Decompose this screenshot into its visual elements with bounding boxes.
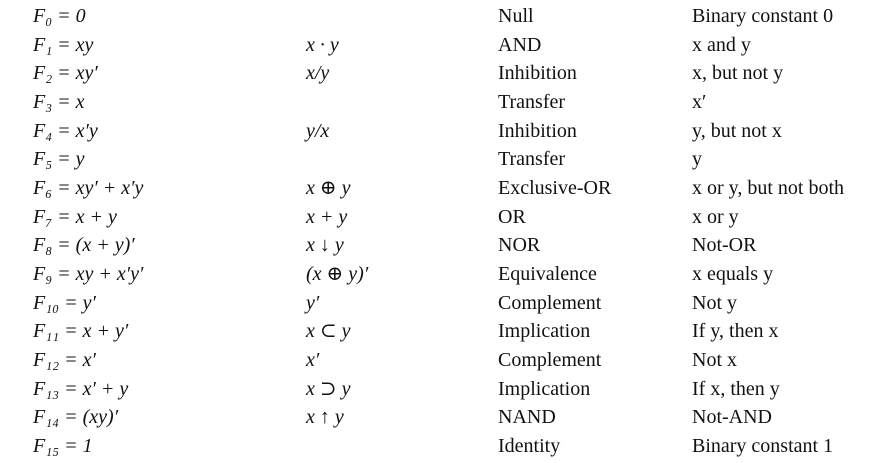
- operator-symbol: x′: [306, 349, 320, 371]
- operator-symbol: x ⊂ y: [306, 320, 351, 342]
- table-row: [0, 346, 875, 374]
- function-name: Transfer: [498, 148, 566, 170]
- operator-symbol: x ↑ y: [306, 406, 344, 428]
- function-comment: Not y: [692, 292, 737, 314]
- table-row: [0, 31, 875, 59]
- function-expression: F₉ = xy + x′y′: [33, 263, 144, 285]
- function-comment: x and y: [692, 34, 751, 56]
- operator-symbol: y/x: [306, 120, 330, 142]
- table-row: [0, 88, 875, 116]
- function-comment: x or y: [692, 206, 739, 228]
- function-name: Null: [498, 5, 534, 27]
- function-comment: Binary constant 0: [692, 5, 834, 27]
- function-comment: Binary constant 1: [692, 435, 834, 457]
- function-comment: Not-OR: [692, 234, 757, 256]
- function-expression: F₁₄ = (xy)′: [33, 406, 119, 428]
- operator-symbol: y′: [306, 292, 320, 314]
- table-row: [0, 203, 875, 231]
- function-expression: F₁₅ = 1: [33, 435, 93, 457]
- function-comment: x equals y: [692, 263, 774, 285]
- table-row: [0, 403, 875, 431]
- function-expression: F₀ = 0: [33, 5, 86, 27]
- function-name: Exclusive-OR: [498, 177, 612, 199]
- function-comment: y: [692, 148, 702, 170]
- function-expression: F₁₁ = x + y′: [33, 320, 129, 342]
- function-name: NAND: [498, 406, 556, 428]
- function-comment: Not x: [692, 349, 737, 371]
- table-row: [0, 174, 875, 202]
- operator-symbol: x ↓ y: [306, 234, 344, 256]
- function-comment: x′: [692, 91, 707, 113]
- table-row: [0, 375, 875, 403]
- function-expression: F₁₀ = y′: [33, 292, 96, 314]
- function-expression: F₅ = y: [33, 148, 85, 170]
- function-name: Inhibition: [498, 120, 577, 142]
- operator-symbol: x ⊃ y: [306, 378, 351, 400]
- table-row: [0, 317, 875, 345]
- function-name: OR: [498, 206, 526, 228]
- function-comment: x or y, but not both: [692, 177, 845, 199]
- function-comment: Not-AND: [692, 406, 772, 428]
- function-name: Inhibition: [498, 62, 577, 84]
- function-comment: x, but not y: [692, 62, 784, 84]
- function-name: Transfer: [498, 91, 566, 113]
- function-name: Implication: [498, 320, 591, 342]
- function-expression: F₄ = x′y: [33, 120, 98, 142]
- function-name: NOR: [498, 234, 541, 256]
- function-name: Complement: [498, 349, 602, 371]
- table-row: [0, 289, 875, 317]
- table-row: [0, 231, 875, 259]
- function-name: Identity: [498, 435, 561, 457]
- function-name: Implication: [498, 378, 591, 400]
- function-comment: If y, then x: [692, 320, 779, 342]
- function-expression: F₂ = xy′: [33, 62, 98, 84]
- function-name: Equivalence: [498, 263, 597, 285]
- operator-symbol: (x ⊕ y)′: [306, 263, 369, 285]
- function-expression: F₁₃ = x′ + y: [33, 378, 129, 400]
- operator-symbol: x + y: [306, 206, 348, 228]
- function-comment: If x, then y: [692, 378, 780, 400]
- function-expression: F₁₂ = x′: [33, 349, 96, 371]
- operator-symbol: x · y: [306, 34, 339, 56]
- function-comment: y, but not x: [692, 120, 782, 142]
- table-row: [0, 260, 875, 288]
- function-expression: F₇ = x + y: [33, 206, 117, 228]
- operator-symbol: x/y: [306, 62, 330, 84]
- function-name: Complement: [498, 292, 602, 314]
- table-row: [0, 145, 875, 173]
- function-name: AND: [498, 34, 542, 56]
- table-row: [0, 2, 875, 30]
- table-row: [0, 117, 875, 145]
- function-expression: F₁ = xy: [33, 34, 94, 56]
- operator-symbol: x ⊕ y: [306, 177, 351, 199]
- function-expression: F₃ = x: [33, 91, 85, 113]
- table-row: [0, 432, 875, 460]
- function-expression: F₈ = (x + y)′: [33, 234, 135, 256]
- function-expression: F₆ = xy′ + x′y: [33, 177, 144, 199]
- table-row: [0, 59, 875, 87]
